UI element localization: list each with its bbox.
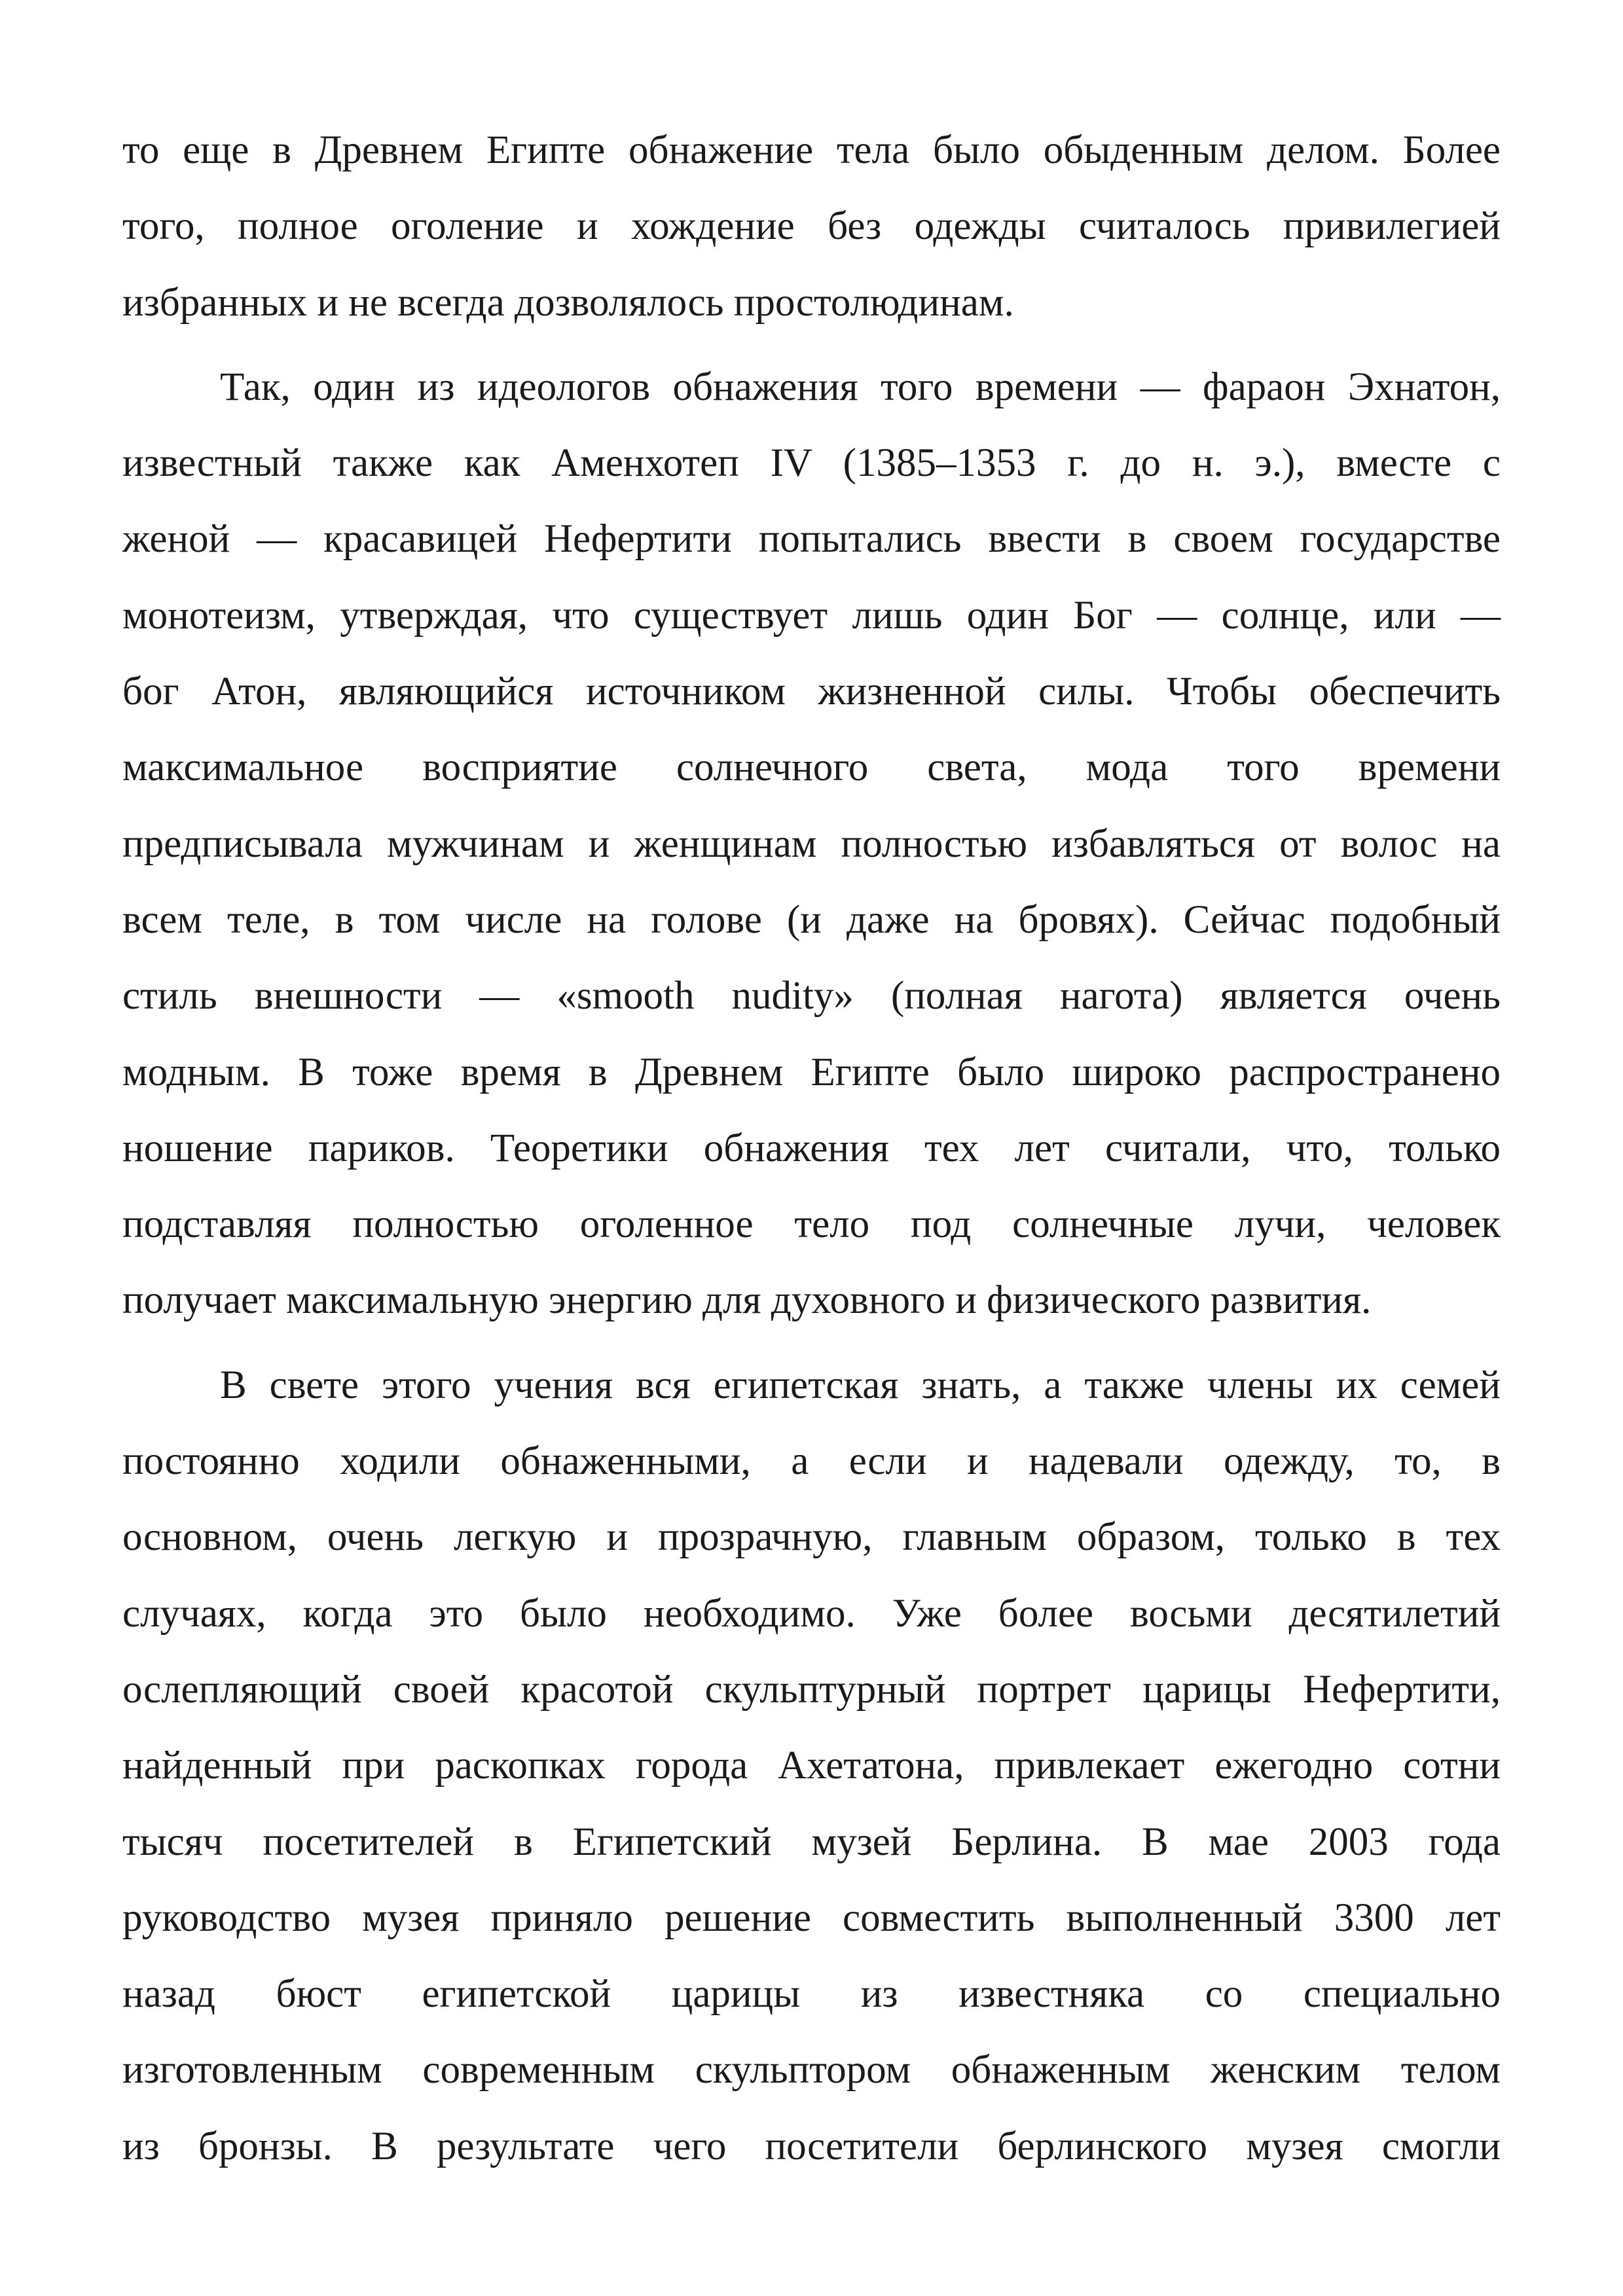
text-line: всем теле, в том числе на голове (и даже на бровях). Сейчас подобный: [122, 897, 1501, 942]
text-line: В свете этого учения вся египетская знать, а также члены их семей: [220, 1363, 1501, 1407]
text-line: модным. В тоже время в Древнем Египте было широко распространено: [122, 1050, 1501, 1094]
text-line: найденный при раскопках города Ахетатона, привлекает ежегодно сотни: [122, 1744, 1501, 1788]
text-line: основном, очень легкую и прозрачную, главным образом, только в тех: [122, 1515, 1501, 1560]
text-line: максимальное восприятие солнечного света, мода того времени: [122, 745, 1501, 790]
text-line: ношение париков. Теоретики обнажения тех лет считали, что, только: [122, 1126, 1501, 1170]
text-line: постоянно ходили обнаженными, а если и надевали одежду, то, в: [122, 1439, 1501, 1484]
text-line: тысяч посетителей в Египетский музей Берлина. В мае 2003 года: [122, 1820, 1501, 1864]
text-line: бог Атон, являющийся источником жизненной силы. Чтобы обеспечить: [122, 670, 1501, 714]
text-line: ослепляющий своей красотой скульптурный портрет царицы Нефертити,: [122, 1667, 1501, 1712]
text-line: из бронзы. В результате чего посетители берлинского музея смогли: [122, 2124, 1501, 2168]
text-line: предписывала мужчинам и женщинам полностью избавляться от волос на: [122, 821, 1501, 866]
text-line: то еще в Древнем Египте обнажение тела было обыденным делом. Более: [122, 128, 1501, 172]
text-line: того, полное оголение и хождение без одежды считалось привилегией: [122, 204, 1501, 249]
document-body: [122, 113, 1501, 2185]
text-line: стиль внешности — «smooth nudity» (полная нагота) является очень: [122, 974, 1501, 1018]
text-line: изготовленным современным скульптором обнаженным женским телом: [122, 2048, 1501, 2092]
paragraph: [122, 113, 1501, 341]
text-line: избранных и не всегда дозволялось простолюдинам.: [122, 280, 1014, 325]
text-line: известный также как Аменхотеп IV (1385–1353 г. до н. э.), вместе с: [122, 441, 1501, 486]
paragraph: [122, 1348, 1501, 2185]
text-line: назад бюст египетской царицы из известняка со специально: [122, 1972, 1501, 2017]
paragraph: [122, 350, 1501, 1339]
text-line: женой — красавицей Нефертити попытались ввести в своем государстве: [122, 517, 1501, 562]
text-line: Так, один из идеологов обнажения того времени — фараон Эхнатон,: [220, 365, 1501, 409]
text-line: руководство музея приняло решение совместить выполненный 3300 лет: [122, 1895, 1501, 1940]
text-line: случаях, когда это было необходимо. Уже более восьми десятилетий: [122, 1591, 1501, 1636]
text-line: монотеизм, утверждая, что существует лишь один Бог — солнце, или —: [122, 593, 1501, 637]
text-line: подставляя полностью оголенное тело под солнечные лучи, человек: [122, 1202, 1501, 1247]
text-line: получает максимальную энергию для духовного и физического развития.: [122, 1278, 1372, 1323]
